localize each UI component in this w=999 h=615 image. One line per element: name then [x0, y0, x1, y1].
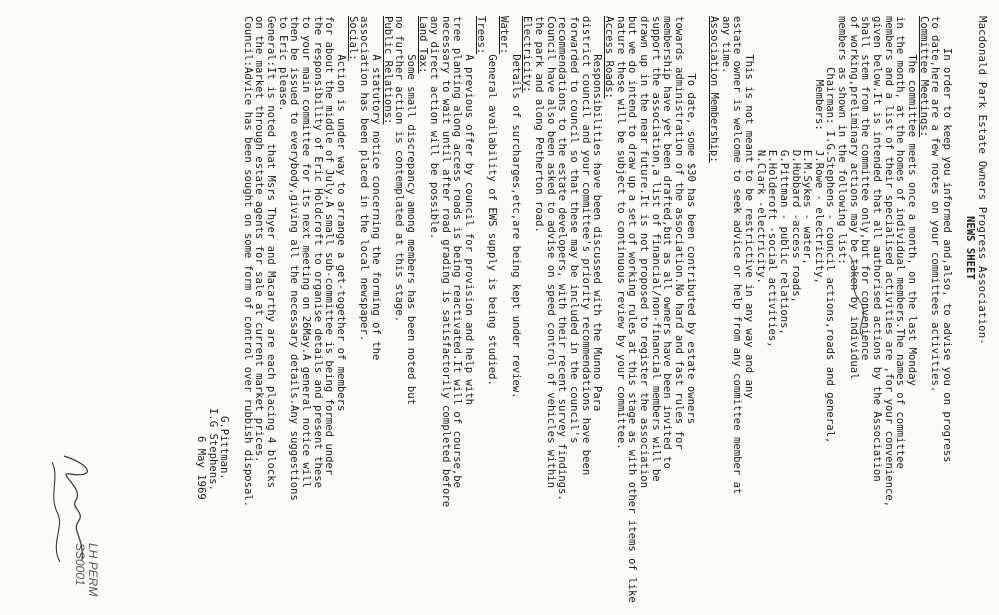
text-line: Chairman: I.G.Stephens - council actions,roads and general, — [824, 16, 837, 444]
text-line: no further action is contemplated at this stage. — [393, 16, 406, 323]
text-line: Responsibilities have been discussed with the Munno Para — [591, 16, 604, 412]
text-line: forwarded to council so that these may be included in the council's — [568, 16, 581, 444]
section-heading: Water: — [498, 16, 511, 55]
section-heading: Committee Meetings: — [917, 16, 930, 138]
section-heading: Access Roads: — [603, 16, 616, 99]
text-line: A previous offer by council for provision and help with — [463, 16, 476, 406]
text-line: of working,preliminary actions may be taken by individual — [847, 16, 860, 380]
text-line: Details of surcharges,etc,are being kept under review. — [509, 16, 522, 399]
stamp-line-2: SS0001 — [73, 543, 87, 586]
text-line: any time. — [719, 16, 732, 74]
text-line: members and a list of their specialised activities are ,for your convenience, — [882, 16, 895, 508]
stamp-line-1: LH PERM — [86, 543, 100, 597]
text-line: D.Hubbard -access roads, — [789, 16, 802, 304]
document-subtitle — [964, 16, 976, 606]
text-line: The committee meets once a month, on the last Monday — [906, 16, 919, 386]
handwritten-signature-icon — [44, 448, 104, 568]
text-line: shall stem from the committee only,but for convenience — [859, 16, 872, 361]
text-line: to date,here are a few notes on your committees activities. — [929, 16, 942, 393]
text-line: any direct action will be possible. — [428, 16, 441, 240]
text-line: To date, some $30 has been contributed by estate owners — [684, 16, 697, 425]
text-line: Council:Advice has been sought on some form of control over rubbish disposal. — [241, 16, 254, 508]
text-line: E.M.Sykes - water, — [801, 16, 814, 265]
section-heading: Land Tax: — [416, 16, 429, 74]
signatory-2: I.G Stephens. — [206, 408, 219, 491]
text-line: N.Clark -electricity. — [754, 16, 767, 284]
text-line: A statutory notice concerning the forming of the — [369, 16, 382, 361]
text-line: Action is under way to arrange a get-together of members — [334, 16, 347, 412]
section-heading: Association Membership: — [707, 16, 720, 163]
text-line: membership have yet been drafted,but as all owners have been invited to — [661, 16, 674, 469]
text-line: This is not meant to be restrictive in any way and any — [742, 16, 755, 399]
text-line: Some small discrepancy among members has been noted but — [404, 16, 417, 406]
text-line: estate owner is welcome to seek advice or help from any committee member at — [731, 16, 744, 495]
text-line: on the market through estate agents for sale at current market prices. — [253, 16, 266, 463]
text-line: district council and your committee's priority recommendations have been — [579, 16, 592, 476]
text-line: association has been placed in the local newspaper. — [358, 16, 371, 342]
spacer — [952, 16, 964, 606]
section-heading: Electricity: — [521, 16, 534, 93]
text-line: to your main committee for its next meeting on 26May.A general notice will — [299, 16, 312, 488]
text-line: recommendations to the estate developers, with their recent survey findings. — [556, 16, 569, 501]
section-heading: Public Relations: — [381, 16, 394, 125]
text-line: E.Holderoft -social activities, — [766, 16, 779, 348]
text-line: necessary to wait until after road grading is satisfactorily completed before — [439, 16, 452, 508]
text-line: for about the middle of July.A small sub-committee is being formed under — [323, 16, 336, 476]
pen-mark-icon — [839, 250, 869, 340]
text-line: the park and along Petherton road. — [533, 16, 546, 233]
section-heading: Trees: — [474, 16, 487, 55]
news-sheet-label: NEWS SHEET — [964, 216, 977, 280]
text-line: drawn up in the near future.It is not proposed to register the association — [638, 16, 650, 488]
text-line: In order to keep you informed and,also, to advise you on progress — [941, 16, 954, 463]
text-line: Members: J.Rowe - electricity, — [812, 16, 825, 284]
text-line: but we do intend to draw up a set of working rules at this stage as with other items of like — [626, 16, 639, 603]
text-line: members as shown in the following list: — [836, 16, 849, 265]
text-line: then be issued to everybody,giving all the necessary details.Any suggestions — [288, 16, 301, 501]
text-line: nature these will be subject to continuous review by your committee. — [614, 16, 627, 450]
text-line: Council have also been asked to advise on speed control of vehicles within — [544, 16, 557, 488]
spacer — [229, 16, 241, 606]
signatory-1: G.Pittman. — [218, 416, 231, 480]
section-heading: Social: — [346, 16, 359, 61]
text-line: tree planting along access roads is being reactivated.It will of course,be — [451, 16, 464, 488]
text-line: in the month, at the homes of individual members.The names of committee — [894, 16, 907, 469]
text-line: the responsibility of Eric Holdcroft to organise details and present these — [311, 16, 324, 488]
text-line: General availability of EWS supply is being studied. — [486, 16, 499, 386]
text-line: General:It is noted that Msrs Thyer and Macarthy are each placing 4 blocks — [265, 16, 277, 488]
text-line: G.Pittman - public relations, — [777, 16, 790, 335]
text-line: towards administration of the association.No hard and fast rules for — [672, 16, 685, 450]
text-line: to Eric please. — [276, 16, 289, 112]
text-line: given below.It is intended that all authorised actions by the Association — [871, 16, 884, 482]
text-line: support the association,a list of financial/non-financial members will be — [649, 16, 662, 482]
text-line — [696, 16, 708, 606]
document-title: Macdonald Park Estate Owners Progress Association- — [976, 16, 988, 345]
document-date: 6 May 1969 — [195, 436, 208, 500]
